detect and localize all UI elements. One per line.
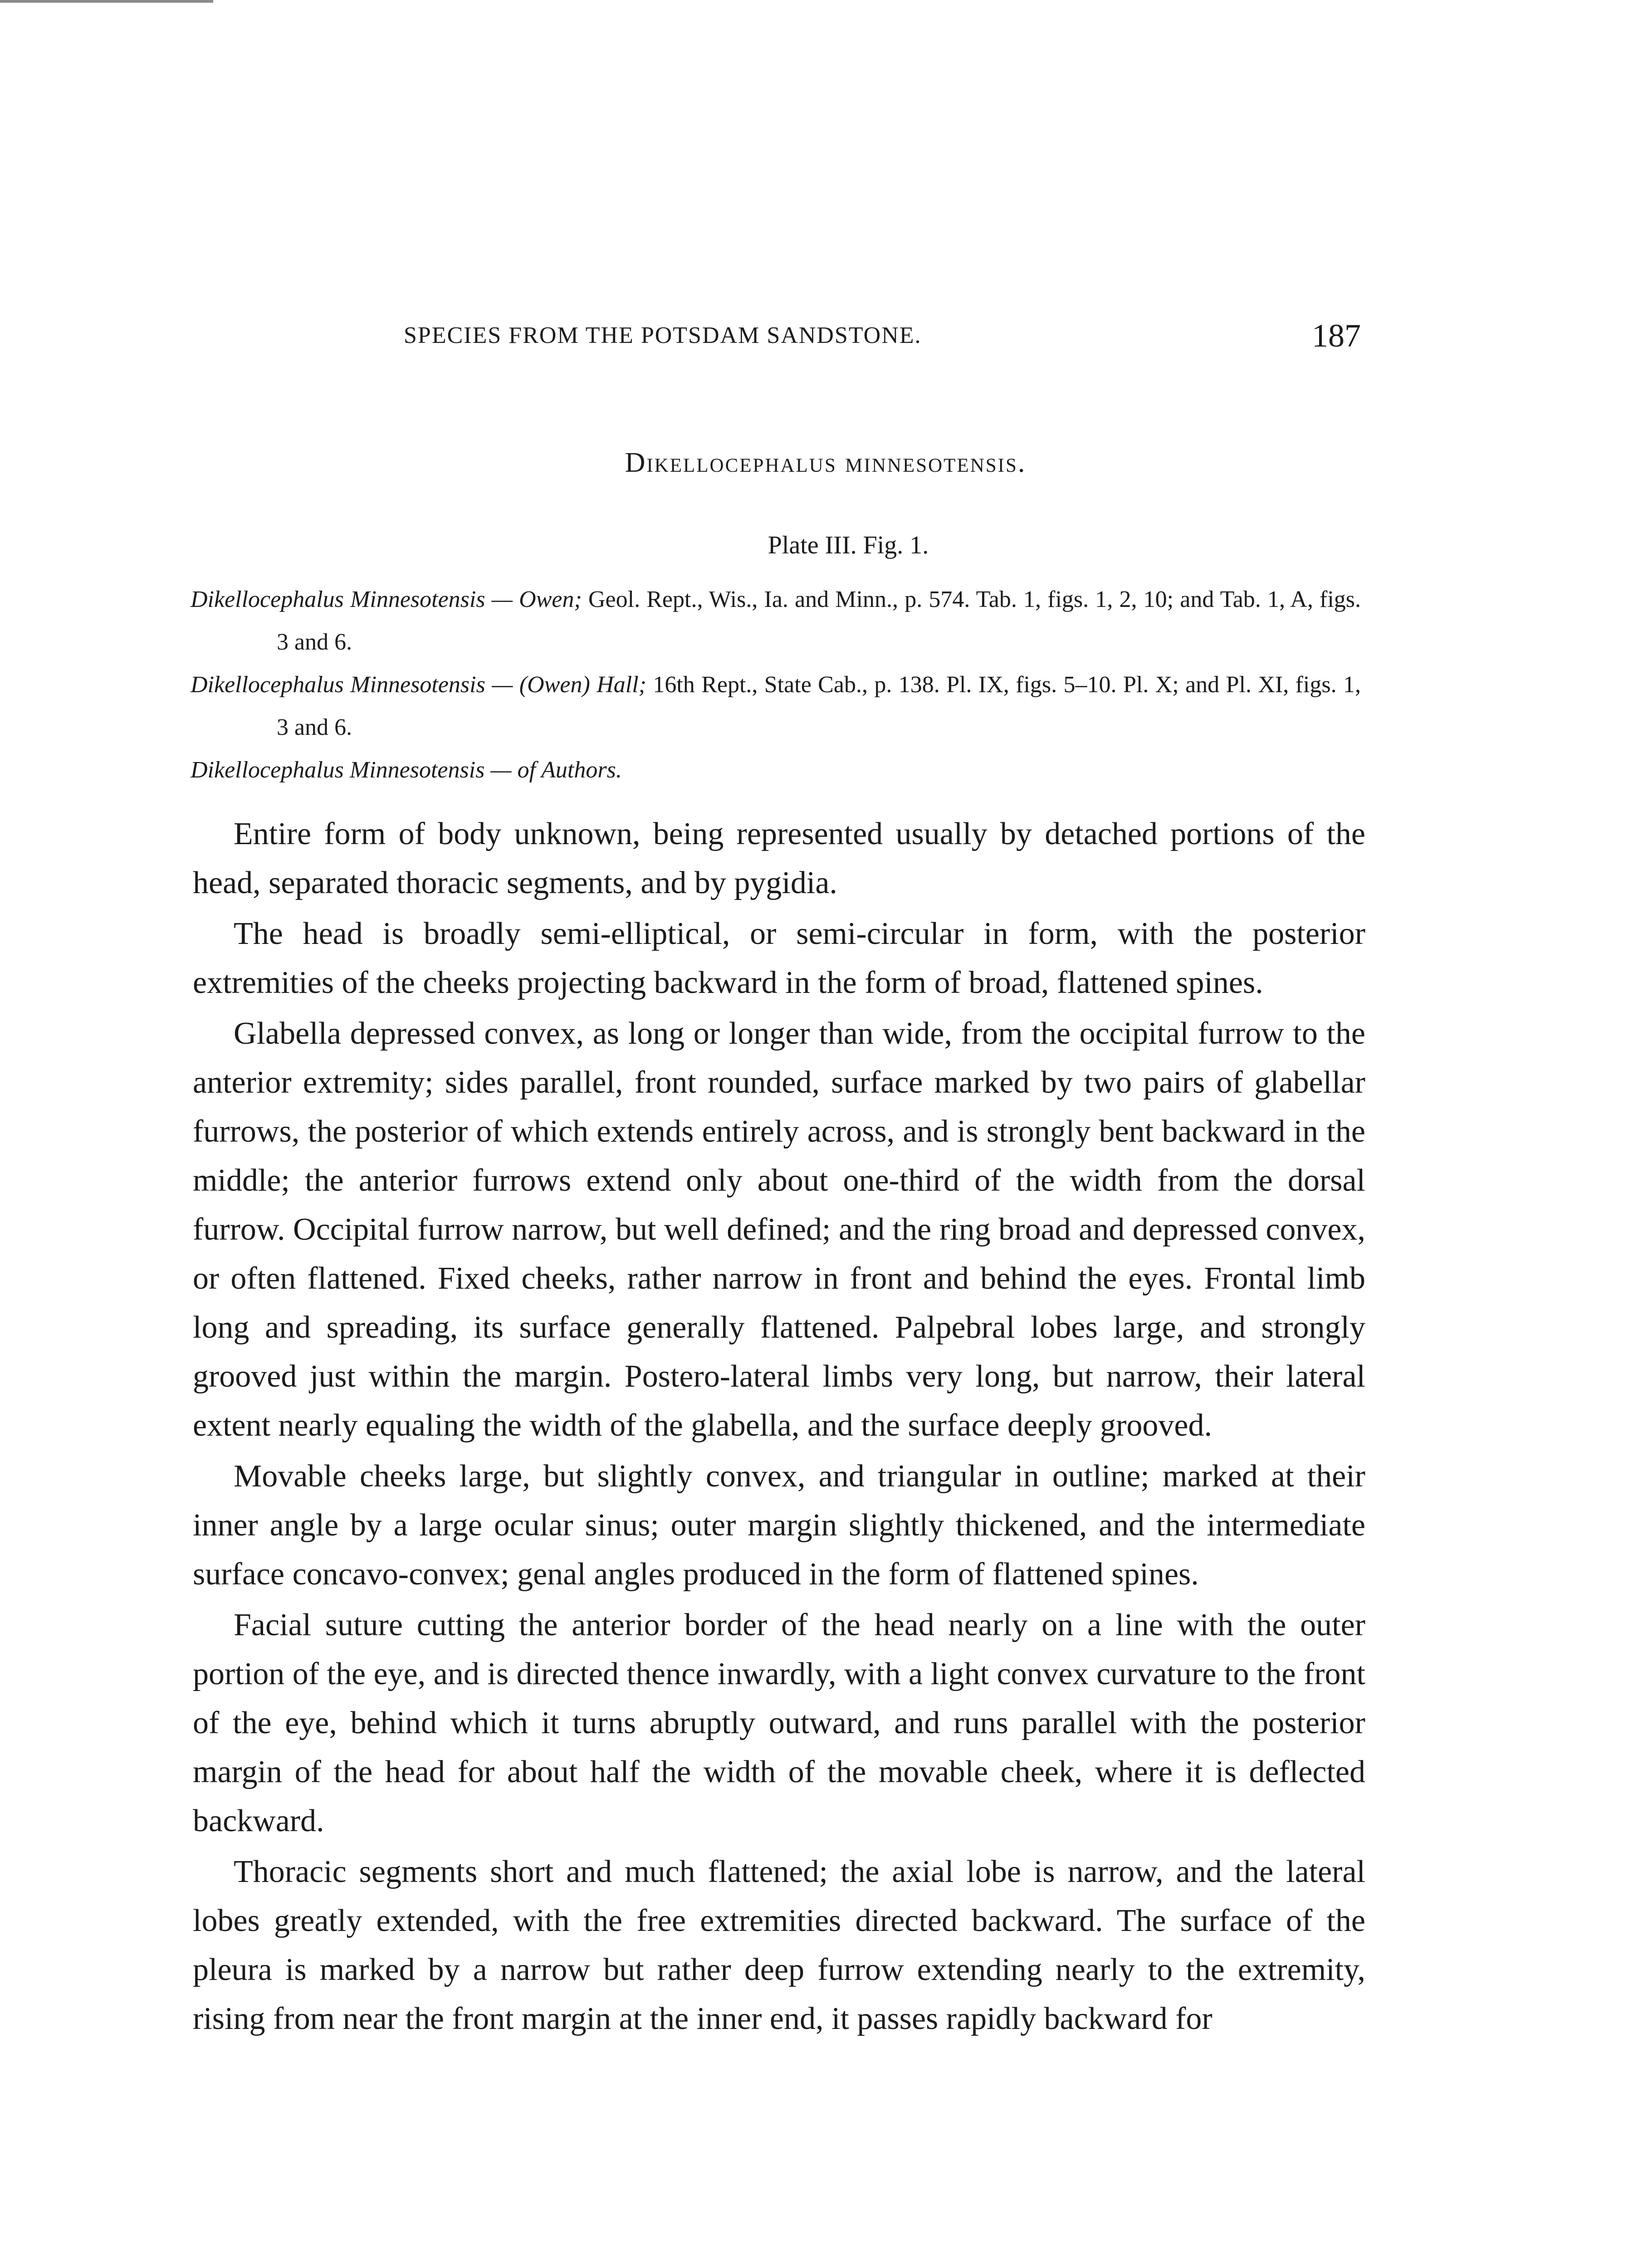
paragraph-body-form: Entire form of body unknown, being represented usually by detached portions of the head, separated thoracic segments, and by pygidia. <box>193 816 1365 900</box>
synonymy-list <box>191 578 1361 792</box>
running-head <box>404 313 1361 358</box>
paragraph-movable-cheeks: Movable cheeks large, but slightly convex, and triangular in outline; marked at their inner angle by a large ocular sinus; outer margin slightly thickened, and the intermediate surface concavo-convex; genal angles produced in the form of flattened spines. <box>193 1459 1365 1592</box>
scan-edge-rule <box>0 0 213 3</box>
paragraph-thoracic-segments: Thoracic segments short and much flattened; the axial lobe is narrow, and the lateral lobes greatly extended, with the free extremities directed backward. The surface of the pleura is marked by a narrow but rather deep furrow extending nearly to the extremity, rising from near the front margin at the inner end, it passes rapidly backward for <box>193 1854 1365 2036</box>
description-body <box>193 810 1365 2045</box>
paragraph-head: The head is broadly semi-elliptical, or semi-circular in form, with the posterior extremities of the cheeks projecting backward in the form of broad, flattened spines. <box>193 916 1365 1000</box>
synonymy-entry <box>191 664 1361 749</box>
running-title: SPECIES FROM THE POTSDAM SANDSTONE. <box>404 323 922 348</box>
plate-reference: Plate III. Fig. 1. <box>768 531 929 559</box>
synonymy-citation: Geol. Rept., Wis., Ia. and Minn., p. 574. Tab. 1, figs. 1, 2, 10; and Tab. 1, A, figs. 3 and 6. <box>277 587 1361 655</box>
synonymy-citation: 16th Rept., State Cab., p. 138. Pl. IX, figs. 5–10. Pl. X; and Pl. XI, figs. 1, 3 and 6. <box>277 672 1361 740</box>
synonymy-entry <box>191 578 1361 664</box>
page-number: 187 <box>1312 318 1361 354</box>
paragraph-glabella: Glabella depressed convex, as long or longer than wide, from the occipital furrow to the anterior extremity; sides parallel, front rounded, surface marked by two pairs of glabellar furrows, the posterior of which extends entirely across, and is strongly bent backward in the middle; the anterior furrows extend only about one-third of the width from the dorsal furrow. Occipital furrow narrow, but well defined; and the ring broad and depressed convex, or often flattened. Fixed cheeks, rather narrow in front and behind the eyes. Frontal limb long and spreading, its surface generally flattened. Palpebral lobes large, and strongly grooved just within the margin. Postero-lateral limbs very long, but narrow, their lateral extent nearly equaling the width of the glabella, and the surface deeply grooved. <box>193 1016 1365 1443</box>
synonymy-entry <box>191 749 1361 792</box>
synonymy-name: Dikellocephalus Minnesotensis — (Owen) Hall; <box>191 672 646 698</box>
species-title: Dikellocephalus minnesotensis. <box>625 447 1027 478</box>
synonymy-name: Dikellocephalus Minnesotensis — of Authors. <box>191 757 622 783</box>
synonymy-name: Dikellocephalus Minnesotensis — Owen; <box>191 587 582 612</box>
paragraph-facial-suture: Facial suture cutting the anterior border of the head nearly on a line with the outer portion of the eye, and is directed thence inwardly, with a light convex curvature to the front of the eye, behind which it turns abruptly outward, and runs parallel with the posterior margin of the head for about half the width of the movable cheek, where it is deflected backward. <box>193 1608 1365 1838</box>
